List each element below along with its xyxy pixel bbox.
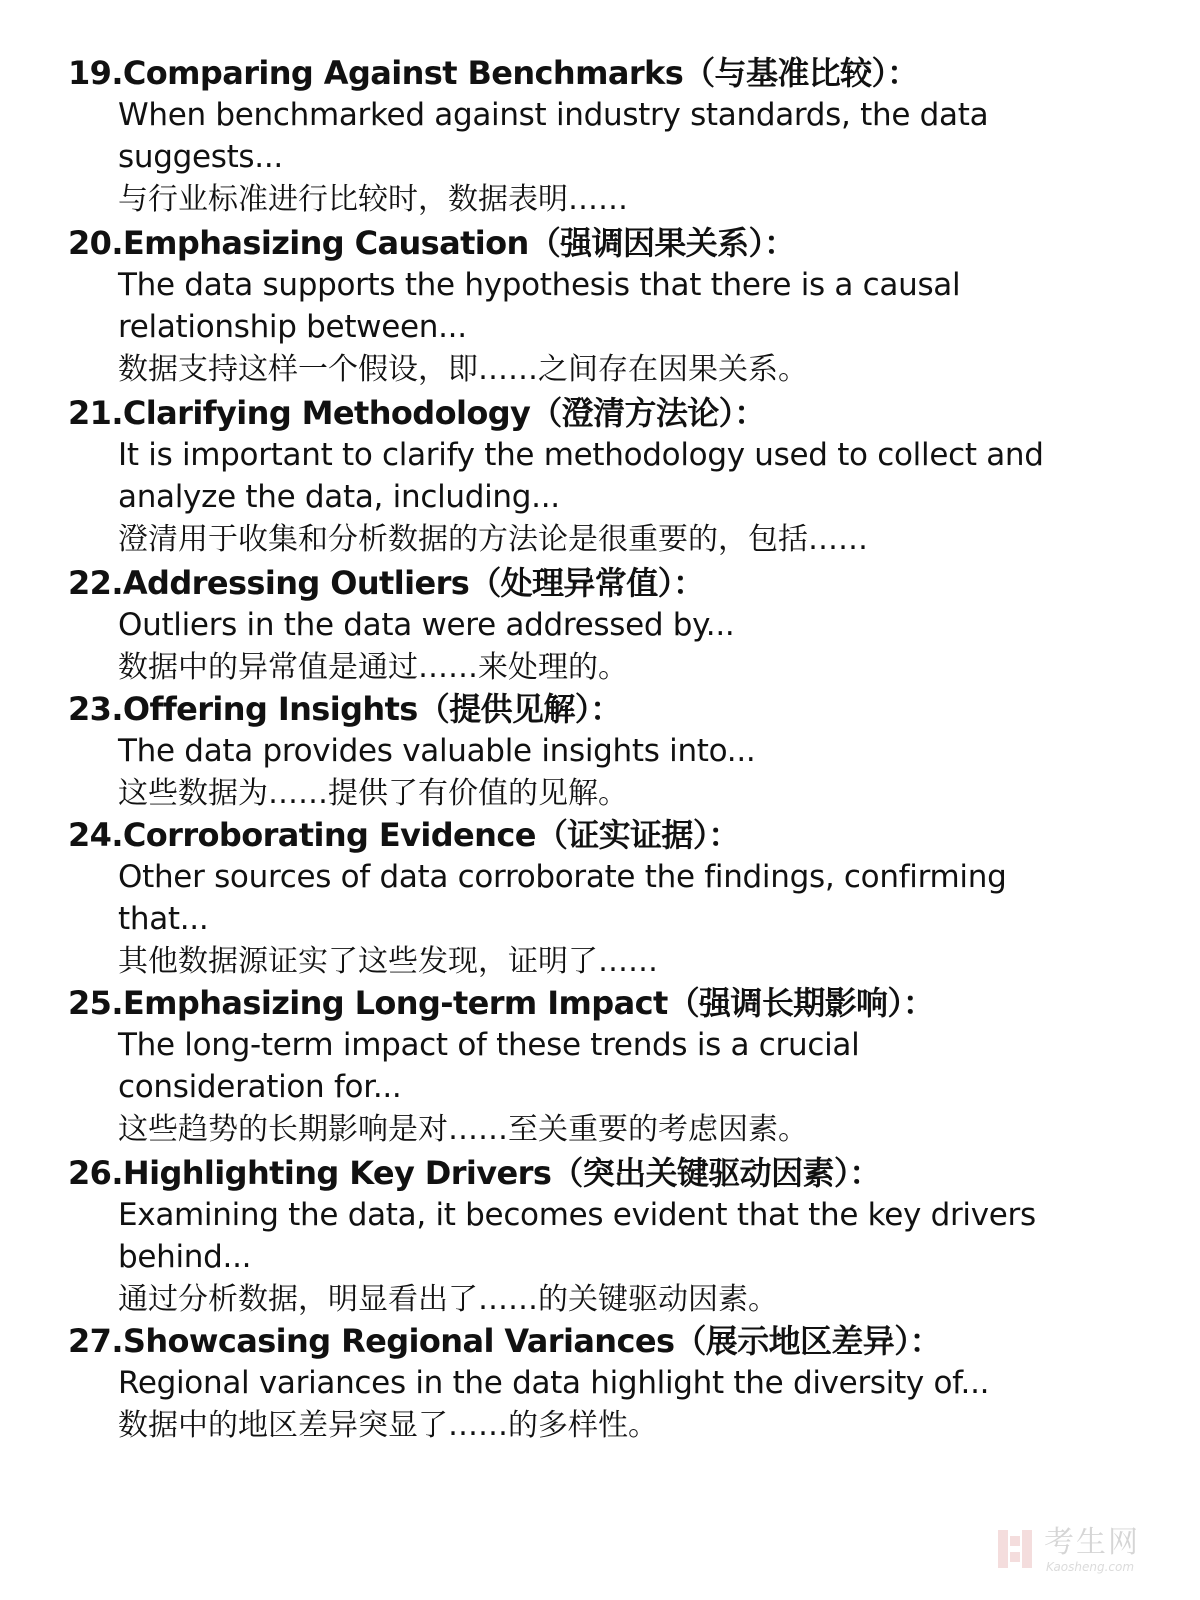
phrase-entry-20 [68, 222, 1168, 392]
entry-chinese: 这些趋势的长期影响是对……至关重要的考虑因素。 [118, 1112, 808, 1147]
english-line: suggests... [118, 139, 283, 175]
entry-title: 21.Clarifying Methodology（澄清方法论）： [68, 394, 766, 432]
watermark-chinese: 考生网 [1044, 1525, 1140, 1560]
english-line: behind... [118, 1239, 252, 1275]
phrase-entry-21 [68, 392, 1168, 562]
entry-title: 24.Corroborating Evidence（证实证据）： [68, 816, 740, 854]
entry-chinese: 其他数据源证实了这些发现，证明了…… [118, 944, 658, 979]
english-line: Regional variances in the data highlight the diversity of... [118, 1365, 990, 1401]
phrase-entry-27 [68, 1320, 1168, 1448]
english-line: The data supports the hypothesis that there is a causal [118, 267, 961, 303]
english-line: analyze the data, including... [118, 479, 560, 515]
entry-english [118, 1024, 1168, 1108]
english-line: consideration for... [118, 1069, 402, 1105]
entry-chinese: 数据中的地区差异突显了……的多样性。 [118, 1408, 658, 1443]
entry-english [118, 1194, 1168, 1278]
phrase-entry-26 [68, 1152, 1168, 1322]
entry-english [118, 856, 1168, 940]
english-line: The long-term impact of these trends is a crucial [118, 1027, 860, 1063]
entry-title: 23.Offering Insights（提供见解）： [68, 690, 622, 728]
entry-title: 25.Emphasizing Long-term Impact（强调长期影响）： [68, 984, 935, 1022]
english-line: It is important to clarify the methodology used to collect and [118, 437, 1044, 473]
entry-title: 22.Addressing Outliers（处理异常值）： [68, 564, 705, 602]
entry-english [118, 264, 1168, 348]
english-line: The data provides valuable insights into... [118, 733, 756, 769]
entry-chinese: 数据支持这样一个假设，即……之间存在因果关系。 [118, 352, 808, 387]
entry-english [118, 434, 1168, 518]
phrase-entry-23 [68, 688, 1168, 816]
phrase-entry-25 [68, 982, 1168, 1152]
phrase-entry-24 [68, 814, 1168, 984]
entry-chinese: 与行业标准进行比较时，数据表明…… [118, 182, 628, 217]
entry-chinese: 这些数据为……提供了有价值的见解。 [118, 776, 628, 811]
entry-title: 26.Highlighting Key Drivers（突出关键驱动因素）： [68, 1154, 881, 1192]
entry-english [118, 1362, 1168, 1404]
english-line: that... [118, 901, 209, 937]
entry-chinese: 数据中的异常值是通过……来处理的。 [118, 650, 628, 685]
watermark [996, 1526, 1166, 1576]
english-line: Examining the data, it becomes evident that the key drivers [118, 1197, 1036, 1233]
entry-title: 27.Showcasing Regional Variances（展示地区差异）： [68, 1322, 942, 1360]
entry-title: 20.Emphasizing Causation（强调因果关系）： [68, 224, 796, 262]
entry-chinese: 澄清用于收集和分析数据的方法论是很重要的，包括…… [118, 522, 868, 557]
english-line: Other sources of data corroborate the findings, confirming [118, 859, 1007, 895]
entry-english [118, 730, 1168, 772]
english-line: relationship between... [118, 309, 467, 345]
english-line: When benchmarked against industry standards, the data [118, 97, 989, 133]
english-line: Outliers in the data were addressed by... [118, 607, 735, 643]
entry-title: 19.Comparing Against Benchmarks（与基准比较）： [68, 54, 919, 92]
watermark-english: Kaosheng.com [1046, 1560, 1135, 1574]
kaosheng-logo-icon [996, 1528, 1036, 1570]
phrase-entry-19 [68, 52, 1168, 222]
entry-chinese: 通过分析数据，明显看出了……的关键驱动因素。 [118, 1282, 778, 1317]
entry-english [118, 94, 1168, 178]
entry-english [118, 604, 1168, 646]
phrase-entry-22 [68, 562, 1168, 690]
